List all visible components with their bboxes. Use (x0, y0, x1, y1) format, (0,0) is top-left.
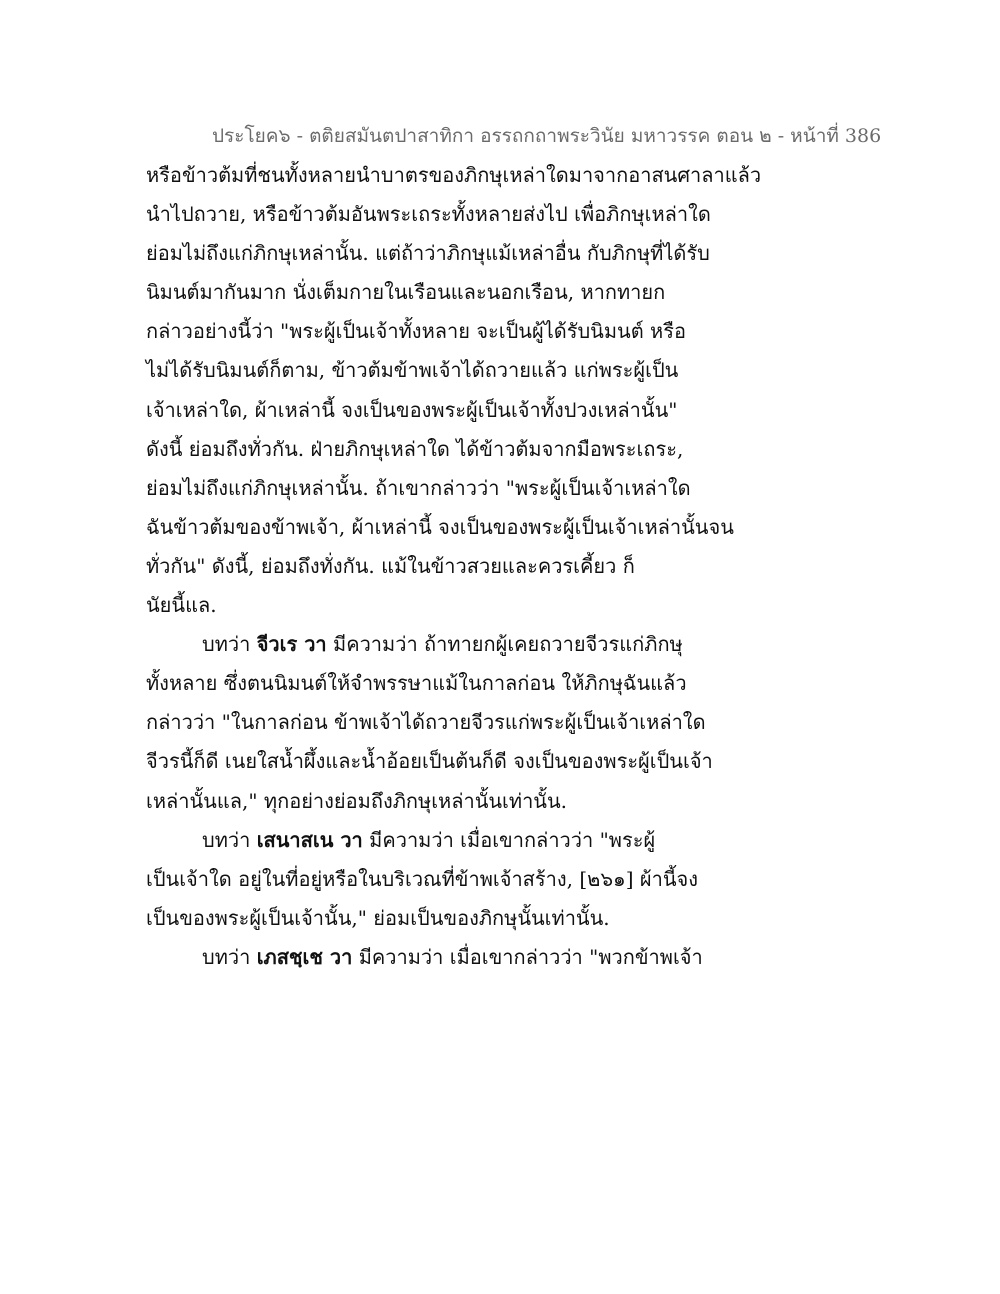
body-text (146, 156, 866, 977)
text-line: ฉันข้าวต้มของข้าพเจ้า, ผ้าเหล่านี้ จงเป็นของพระผู้เป็นเจ้าเหล่านั้นจน (146, 514, 734, 539)
line-rest: มีความว่า เมื่อเขากล่าวว่า "พระผู้ (362, 827, 656, 852)
text-line: เป็นของพระผู้เป็นเจ้านั้น," ย่อมเป็นของภิกษุนั้นเท่านั้น. (146, 905, 610, 930)
text-line: ทั่วกัน" ดังนี้, ย่อมถึงทั่งกัน. แม้ในข้าวสวยและควรเคี้ยว ก็ (146, 553, 635, 578)
text-line: เป็นเจ้าใด อยู่ในที่อยู่หรือในบริเวณที่ข้าพเจ้าสร้าง, [๒๖๑] ผ้านี้จง (146, 866, 698, 891)
text-line: ย่อมไม่ถึงแก่ภิกษุเหล่านั้น. แต่ถ้าว่าภิกษุแม้เหล่าอื่น กับภิกษุที่ได้รับ (146, 241, 710, 266)
paragraph-start-line (146, 821, 866, 860)
text-line: เหล่านั้นแล," ทุกอย่างย่อมถึงภิกษุเหล่านั้นเท่านั้น. (146, 788, 567, 813)
text-line: จีวรนี้ก็ดี เนยใสน้ำผึ้งและน้ำอ้อยเป็นต้นก็ดี จงเป็นของพระผู้เป็นเจ้า (146, 749, 713, 774)
text-line: ย่อมไม่ถึงแก่ภิกษุเหล่านั้น. ถ้าเขากล่าวว่า "พระผู้เป็นเจ้าเหล่าใด (146, 475, 691, 500)
line-rest: มีความว่า ถ้าทายกผู้เคยถวายจีวรแก่ภิกษุ (326, 632, 683, 657)
text-line: นัยนี้แล. (146, 593, 217, 618)
text-line: นิมนต์มากันมาก นั่งเต็มกายในเรือนและนอกเรือน, หากทายก (146, 280, 666, 305)
pali-term: จีวเร วา (256, 632, 327, 657)
text-line: เจ้าเหล่าใด, ผ้าเหล่านี้ จงเป็นของพระผู้เป็นเจ้าทั้งปวงเหล่านั้น" (146, 397, 678, 422)
text-line: หรือข้าวต้มที่ชนทั้งหลายนำบาตรของภิกษุเหล่าใดมาจากอาสนศาลาแล้ว (146, 163, 762, 187)
line-lead: บทว่า (202, 632, 257, 657)
line-rest: มีความว่า เมื่อเขากล่าวว่า "พวกข้าพเจ้า (352, 944, 703, 969)
text-line: ไม่ได้รับนิมนต์ก็ตาม, ข้าวต้มข้าพเจ้าได้ถวายแล้ว แก่พระผู้เป็น (146, 358, 679, 383)
line-lead: บทว่า (202, 827, 257, 852)
text-line: ทั้งหลาย ซึ่งตนนิมนต์ให้จำพรรษาแม้ในกาลก่อน ให้ภิกษุฉันแล้ว (146, 671, 687, 696)
paragraph-start-line (146, 938, 866, 977)
line-lead: บทว่า (202, 944, 257, 969)
text-line: กล่าวว่า "ในกาลก่อน ข้าพเจ้าได้ถวายจีวรแก่พระผู้เป็นเจ้าเหล่าใด (146, 710, 706, 735)
text-line: กล่าวอย่างนี้ว่า "พระผู้เป็นเจ้าทั้งหลาย จะเป็นผู้ได้รับนิมนต์ หรือ (146, 319, 686, 344)
pali-term: เภสชฺเช วา (256, 944, 353, 969)
pali-term: เสนาสเน วา (256, 827, 363, 852)
text-line: ดังนี้ ย่อมถึงทั่วกัน. ฝ่ายภิกษุเหล่าใด ได้ข้าวต้มจากมือพระเถระ, (146, 436, 684, 461)
running-header: ประโยค๖ - ตติยสมันตปาสาทิกา อรรถกถาพระวินัย มหาวรรค ตอน ๒ - หน้าที่ 386 (212, 125, 882, 147)
paragraph-start-line (146, 625, 866, 664)
text-line: นำไปถวาย, หรือข้าวต้มอันพระเถระทั้งหลายส่งไป เพื่อภิกษุเหล่าใด (146, 202, 711, 227)
